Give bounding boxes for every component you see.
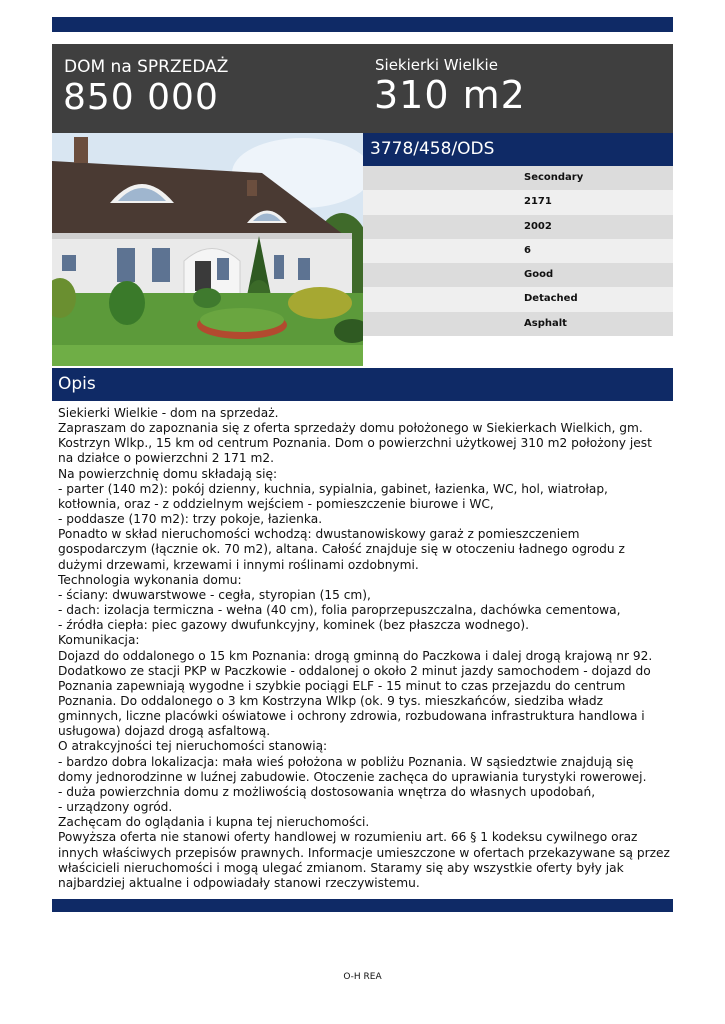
description-paragraph: Na powierzchnię domu składają się: bbox=[58, 466, 278, 481]
description-paragraph: Siekierki Wielkie - dom na sprzedaż. bbox=[58, 406, 279, 420]
top-accent-bar bbox=[52, 17, 673, 32]
spec-value: 2171 bbox=[524, 196, 552, 208]
bottom-accent-bar bbox=[52, 899, 673, 912]
agency-footer: O-H REA bbox=[343, 972, 382, 982]
spec-value: Good bbox=[524, 269, 554, 281]
description-paragraph: - duża powierzchnia domu z możliwością dostosowania wnętrza do własnych upodobań, bbox=[58, 784, 596, 799]
description-paragraph: - poddasze (170 m2): trzy pokoje, łazienka. bbox=[58, 512, 323, 527]
description-paragraph: Powyższa oferta nie stanowi oferty handlowej w rozumieniu art. 66 § 1 kodeksu cywilnego oraz innych właściwych przepisów prawnych. Informacje umieszczone w ofertach przekazywane są przez właścicieli nieruchomości i mogą ulegać zmianom. Staramy się aby wszystkie oferty były jak najbardziej aktualne i odpowiadały stanowi rzeczywistemu. bbox=[58, 830, 674, 890]
description-paragraph: O atrakcyjności tej nieruchomości stanowią: bbox=[58, 739, 328, 754]
location: Siekierki Wielkie bbox=[375, 56, 498, 74]
description-paragraph: - źródła ciepła: piec gazowy dwufunkcyjny, kominek (bez płaszcza wodnego). bbox=[58, 618, 529, 633]
spec-access-road bbox=[363, 312, 673, 336]
spec-plot-area bbox=[363, 190, 673, 214]
spec-value: Asphalt bbox=[524, 317, 567, 329]
description-heading-bar bbox=[52, 368, 673, 401]
description-paragraph: - parter (140 m2): pokój dzienny, kuchnia, sypialnia, gabinet, łazienka, WC, hol, wiatrołap, kotłownia, oraz - z oddzielnym wejściem - pomieszczenie biurowe i WC, bbox=[58, 481, 612, 511]
description-paragraph: Zapraszam do zapoznania się z oferta sprzedaży domu położonego w Siekierkach Wielkich, gm. Kostrzyn Wlkp., 15 km od centrum Poznania. Dom o powierzchni użytkowej 310 m2 położony jest na działce o powierzchni 2 171 m2. bbox=[58, 421, 656, 466]
area: 310 m2 bbox=[374, 73, 526, 117]
description-body bbox=[58, 406, 674, 891]
description-paragraph: - ściany: dwuwarstwowe - cegła, styropian (15 cm), bbox=[58, 587, 371, 602]
description-paragraph: Technologia wykonania domu: bbox=[58, 572, 242, 587]
price: 850 000 bbox=[63, 77, 219, 118]
description-paragraph: Dojazd do oddalonego o 15 km Poznania: drogą gminną do Paczkowa i dalej drogą krajową nr 92. Dodatkowo ze stacji PKP w Paczkowie - oddalonej o około 2 minut jazdy samochodem - dojazd do Poznania zapewniają wygodne i szybkie pociągi ELF - 15 minut to czas przejazdu do centrum Poznania. Do oddalonego o 3 km Kostrzyna Wlkp (ok. 9 tys. mieszkańców, siedziba władz gminnych, liczne placówki oświatowe i ochrony zdrowia, rozbudowana infrastruktura handlowa i usługowa) dojazd drogą asfaltową. bbox=[58, 648, 657, 739]
spec-value: 2002 bbox=[524, 220, 552, 232]
description-heading: Opis bbox=[58, 374, 96, 394]
description-paragraph: - dach: izolacja termiczna - wełna (40 cm), folia paroprzepuszczalna, dachówka cementowa, bbox=[58, 603, 621, 618]
spec-value: Secondary bbox=[524, 172, 584, 183]
spec-building-type bbox=[363, 287, 673, 311]
description-paragraph: Zachęcam do oglądania i kupna tej nieruchomości. bbox=[58, 815, 370, 830]
spec-value: Detached bbox=[524, 293, 578, 305]
reference-bar bbox=[363, 133, 673, 166]
listing-header bbox=[52, 44, 673, 133]
property-type: DOM na SPRZEDAŻ bbox=[64, 57, 229, 77]
description-paragraph: Komunikacja: bbox=[58, 633, 140, 648]
description-paragraph: Ponadto w skład nieruchomości wchodzą: dwustanowiskowy garaż z pomieszczeniem gospodarczym (łącznie ok. 70 m2), altana. Całość znajduje się w otoczeniu ładnego ogrodu z dużymi drzewami, krzewami i innymi roślinami ozdobnymi. bbox=[58, 527, 629, 572]
spec-condition bbox=[363, 263, 673, 287]
description-paragraph: - urządzony ogród. bbox=[58, 800, 173, 815]
reference-number: 3778/458/ODS bbox=[370, 139, 495, 159]
spec-year-built bbox=[363, 215, 673, 239]
spec-rooms bbox=[363, 239, 673, 263]
specs-table bbox=[363, 166, 673, 336]
spec-value: 6 bbox=[524, 244, 531, 256]
description-paragraph: - bardzo dobra lokalizacja: mała wieś położona w pobliżu Poznania. W sąsiedztwie znajdują się domy jednorodzinne w luźnej zabudowie. Otoczenie zachęca do uprawiania turystyki rowerowej. bbox=[58, 754, 647, 784]
property-photo bbox=[52, 133, 363, 366]
spec-market bbox=[363, 166, 673, 190]
